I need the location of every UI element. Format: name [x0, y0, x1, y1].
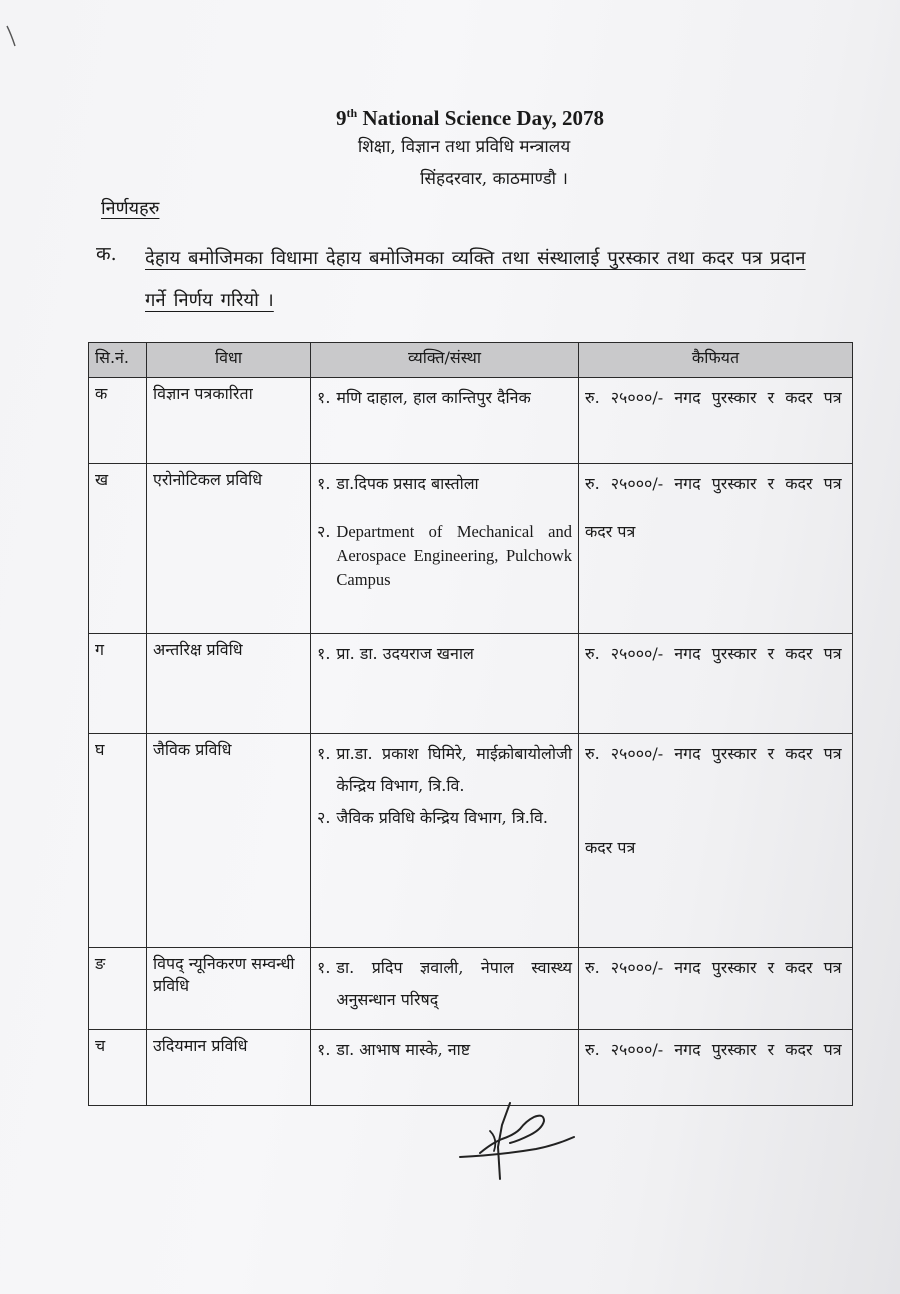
entry-number: २.: [317, 808, 331, 827]
event-title: 9th National Science Day, 2078: [336, 106, 604, 130]
remarks-text: रु. २५०००/- नगद पुरस्कार र कदर पत्र: [585, 644, 842, 663]
table-row: [89, 464, 853, 634]
recipient-entry: [317, 382, 572, 414]
recipient-cell: [311, 948, 579, 1030]
remarks-text: रु. २५०००/- नगद पुरस्कार र कदर पत्र: [585, 744, 842, 763]
header-remarks: कैफियत: [579, 343, 853, 378]
field-cell: विज्ञान पत्रकारिता: [147, 378, 311, 464]
remarks-text: रु. २५०००/- नगद पुरस्कार र कदर पत्र: [585, 958, 842, 977]
recipient-entry: [317, 952, 572, 1016]
remarks-cell: [579, 378, 853, 464]
decisions-heading: निर्णयहरु: [101, 198, 160, 219]
recipient-entry: [317, 1034, 572, 1066]
table-row: [89, 378, 853, 464]
recipient-entry: [317, 738, 572, 802]
recipient-name: प्रा. डा. उदयराज खनाल: [336, 644, 474, 663]
remarks-text: रु. २५०००/- नगद पुरस्कार र कदर पत्र: [585, 474, 842, 493]
decision-text: देहाय बमोजिमका विधामा देहाय बमोजिमका व्यक्ति तथा संस्थालाई पुरस्कार तथा कदर पत्र प्रदान गर्ने निर्णय गरियो ।: [145, 248, 806, 311]
serial-cell: घ: [89, 734, 147, 948]
field-cell: अन्तरिक्ष प्रविधि: [147, 634, 311, 734]
remarks-cell: [579, 948, 853, 1030]
field-cell: विपद् न्यूनिकरण सम्वन्धी प्रविधि: [147, 948, 311, 1030]
entry-number: १.: [317, 388, 331, 407]
table-row: [89, 948, 853, 1030]
remarks-text: कदर पत्र: [585, 522, 636, 541]
recipient-cell: [311, 634, 579, 734]
recipient-cell: [311, 734, 579, 948]
recipient-entry: [317, 468, 572, 500]
decision-marker: क.: [96, 243, 117, 265]
remarks-text: रु. २५०००/- नगद पुरस्कार र कदर पत्र: [585, 1040, 842, 1059]
awards-table: [88, 342, 853, 1106]
recipient-name: डा.दिपक प्रसाद बास्तोला: [336, 474, 479, 493]
recipient-cell: [311, 378, 579, 464]
field-cell: उदियमान प्रविधि: [147, 1030, 311, 1106]
recipient-entry: [317, 516, 572, 592]
header-serial: सि.नं.: [89, 343, 147, 378]
ministry-name: शिक्षा, विज्ञान तथा प्रविधि मन्त्रालय: [357, 137, 571, 157]
entry-number: १.: [317, 958, 331, 977]
field-cell: जैविक प्रविधि: [147, 734, 311, 948]
recipient-name: जैविक प्रविधि केन्द्रिय विभाग, त्रि.वि.: [336, 808, 548, 827]
remarks-cell: [579, 464, 853, 634]
header-field: विधा: [147, 343, 311, 378]
ministry-address: सिंहदरवार, काठमाण्डौ ।: [420, 169, 568, 189]
serial-cell: ग: [89, 634, 147, 734]
serial-cell: ख: [89, 464, 147, 634]
entry-number: १.: [317, 1040, 331, 1059]
recipient-entry: [317, 638, 572, 670]
recipient-name: प्रा.डा. प्रकाश घिमिरे, माईक्रोबायोलोजी केन्द्रिय विभाग, त्रि.वि.: [336, 744, 572, 795]
entry-number: १.: [317, 644, 331, 663]
entry-number: १.: [317, 474, 331, 493]
signature-icon: [440, 1095, 580, 1185]
serial-cell: क: [89, 378, 147, 464]
entry-number: १.: [317, 744, 331, 763]
serial-cell: ङ: [89, 948, 147, 1030]
table-row: [89, 634, 853, 734]
table-header-row: [89, 343, 853, 378]
entry-number: २.: [317, 522, 331, 541]
serial-cell: च: [89, 1030, 147, 1106]
recipient-name: मणि दाहाल, हाल कान्तिपुर दैनिक: [336, 388, 531, 407]
remarks-cell: [579, 634, 853, 734]
field-cell: एरोनोटिकल प्रविधि: [147, 464, 311, 634]
recipient-name: डा. प्रदिप ज्ञवाली, नेपाल स्वास्थ्य अनुसन्धान परिषद्: [336, 958, 572, 1009]
header-recipient: व्यक्ति/संस्था: [311, 343, 579, 378]
remarks-text: कदर पत्र: [585, 838, 636, 857]
recipient-cell: [311, 464, 579, 634]
remarks-text: रु. २५०००/- नगद पुरस्कार र कदर पत्र: [585, 388, 842, 407]
margin-pen-mark-icon: [4, 24, 18, 48]
recipient-entry: [317, 802, 572, 834]
remarks-cell: [579, 734, 853, 948]
recipient-name: Department of Mechanical and Aerospace Engineering, Pulchowk Campus: [336, 522, 572, 589]
remarks-cell: [579, 1030, 853, 1106]
table-row: [89, 734, 853, 948]
recipient-name: डा. आभाष मास्के, नाष्ट: [336, 1040, 471, 1059]
